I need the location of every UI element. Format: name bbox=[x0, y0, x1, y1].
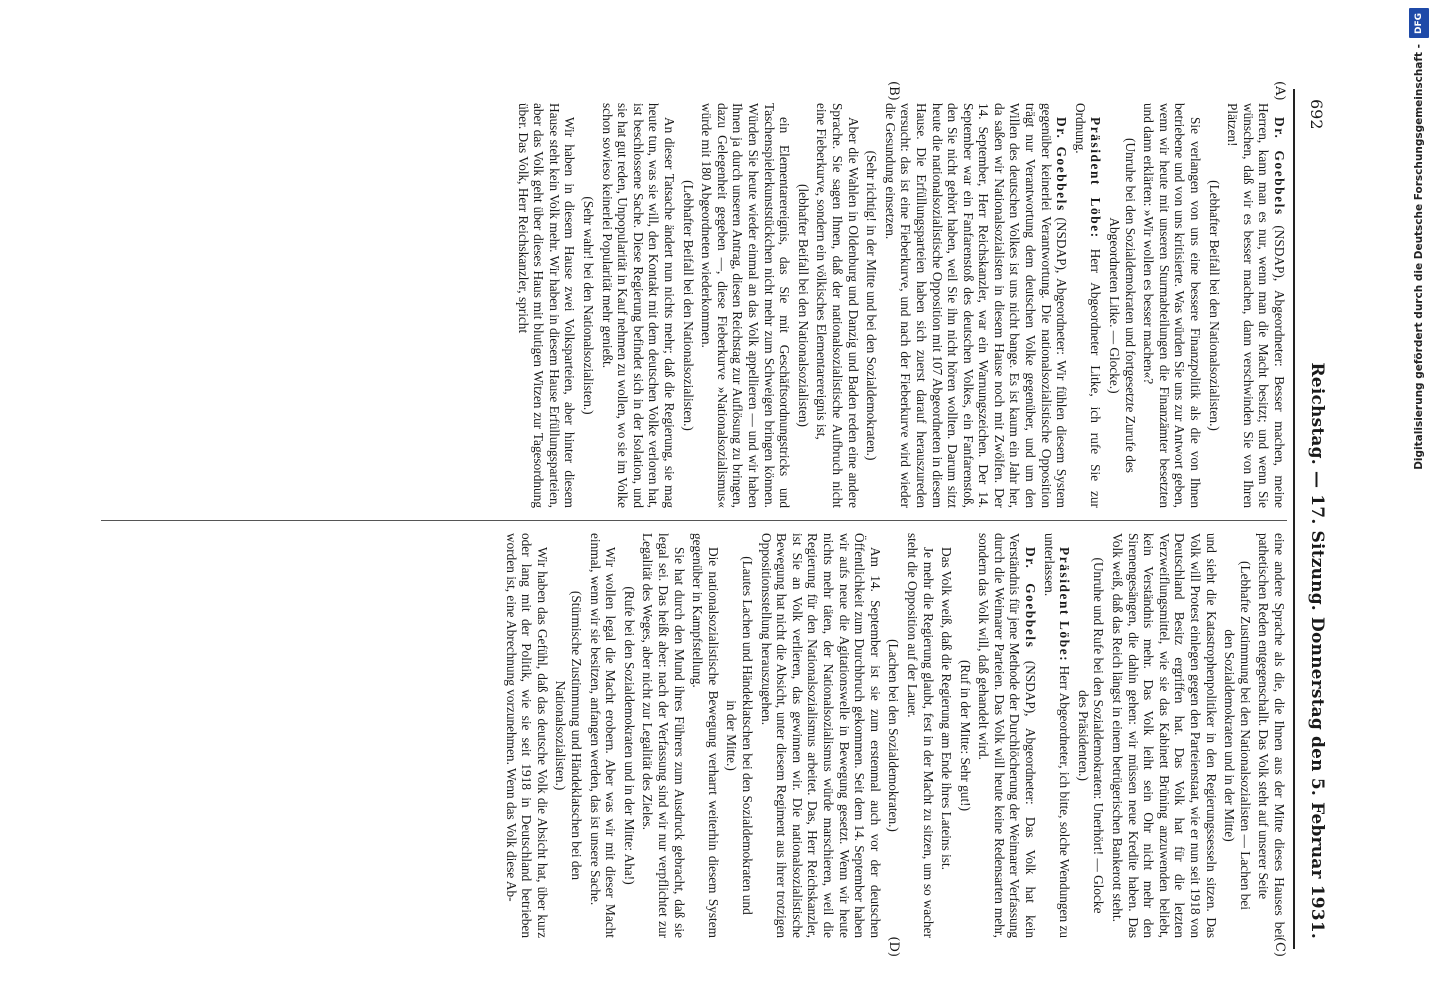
text-paragraph: Das Volk weiß, daß die Regierung am Ende ihres Lateins ist. bbox=[939, 547, 955, 871]
margin-mark-c: (C) bbox=[1272, 936, 1287, 957]
side-note-text: Digitalisierung gefördert durch die Deutsche Forschungsgemeinschaft - bbox=[1413, 44, 1425, 470]
interjection: (Sehr richtig! in der Mitte und bei den Sozialdemokraten.) bbox=[864, 150, 880, 461]
speech-text: (NSDAP), Abgeordneter: Das Volk hat kein Verständnis für jene Methode der Durchlöcherung der Weimarer Verfassung durch die Weimarer Parteien. Das Volk will heute keine Redensarten mehr, sondern das Volk will, daß gehandelt wird. bbox=[976, 533, 1039, 938]
margin-mark-a: (A) bbox=[1272, 81, 1287, 101]
speech-paragraph bbox=[882, 103, 1069, 508]
speech-paragraph bbox=[1041, 533, 1072, 938]
interjection: (Lachen bei den Sozialdemokraten.) bbox=[886, 639, 902, 832]
text-paragraph: Wir haben das Gefühl, daß das deutsche Volk die Absicht hat, über kurz oder lang mit der Politik, wie sie seit 1918 in Deutschland betrieben worden ist, eine Abrechnung vorzunehmen. Wenn das Volk diese Ab- bbox=[503, 533, 550, 938]
text-paragraph: und sieht die Katastrophenpolitiker in den Regierungssesseln sitzen. Das Volk will Protest einlegen gegen den Parteienstaat, wie er nun seit 1918 von Deutschland Besitz ergriffen hat. Das Volk hat für die letzten Verzweiflungsmittel, wie sie das Kabinett Brüning anzuwenden beliebt, kein Verständnis mehr. Das Volk leiht sein Ohr nicht mehr den Sirenengesängen, die dahin gehen: wir müssen neue Kredite haben. Das Volk weiß, daß das Reich längst in einem betrügerischen Bankerott steht. bbox=[1110, 533, 1219, 938]
speaker-name: Dr. Goebbels bbox=[1272, 117, 1287, 216]
text-paragraph: Sie verlangen von uns eine bessere Finanzpolitik als die von Ihnen betriebene und von uns kritisierte. Was würden Sie uns zur Antwort geben, wenn wir heute mit unseren Sturmabteilungen die Finanzämter besetzten und dann erklärten: »Wir wollen es besser machen«? bbox=[1141, 103, 1204, 508]
column-divider bbox=[101, 520, 1287, 521]
right-text-column bbox=[101, 533, 1287, 938]
text-paragraph: Die nationalsozialistische Bewegung verharrt weiterhin diesem System gegenüber in Kampfstellung. bbox=[690, 533, 721, 938]
speech-paragraph bbox=[1225, 103, 1287, 508]
interjection: (Lautes Lachen und Händeklatschen bei den Sozialdemokraten und in der Mitte.) bbox=[724, 556, 755, 915]
text-paragraph: ein Elementarereignis, das Sie mit Geschäftsordnungstricks und Taschenspielerkunststückchen nicht mehr zum Schweigen bringen können. Würden Sie heute wieder einmal an das Volk appellieren — und wir haben Ihnen ja durch unseren Antrag, diesen Reichstag zur Auflösung zu bringen, dazu Gelegenheit gegeben —, diese Fieberkurve »Nationalsozialismus« würde mit 180 Abgeordneten wiederkommen. bbox=[699, 103, 793, 508]
rotated-page bbox=[101, 81, 1331, 957]
side-note bbox=[1405, 8, 1433, 993]
interjection: (Rufe bei den Sozialdemokraten und in der Mitte: Aha!) bbox=[621, 586, 637, 885]
page-header bbox=[1303, 99, 1331, 939]
speaker-name: Präsident Löbe: bbox=[1057, 547, 1073, 663]
margin-mark-d: (D) bbox=[886, 936, 901, 957]
speech-text: (NSDAP), Abgeordneter: Besser machen, meine Herren, kann man es nur, wenn man die Macht besitzt; und wenn Sie wünschen, daß wir es besser machen, dann verschwinden Sie von Ihren Plätzen! bbox=[1225, 103, 1287, 508]
text-paragraph: eine andere Sprache als die, die Ihnen aus der Mitte dieses Hauses bei pathetischen Reden entgegenschallt. Das Volk steht auf unserer Seite bbox=[1256, 533, 1287, 938]
speech-paragraph bbox=[1072, 103, 1103, 508]
text-paragraph: Sie hat durch den Mund ihres Führers zum Ausdruck gebracht, daß sie legal sei. Das heißt aber: nach der Verfassung sind wir nur verpflichtet zur Legalität des Weges, aber nicht zur Legalität des Zieles. bbox=[640, 533, 687, 938]
interjection: (Unruhe bei den Sozialdemokraten und fortgesetzte Zurufe des Abgeordneten Litke. — Glocke.) bbox=[1107, 138, 1138, 473]
text-paragraph: Wir haben in diesem Hause zwei Volksparteien, aber hinter diesem Hause steht kein Volk mehr. Wir haben in diesem Hause Erfüllungsparteien, aber das Volk geht über dieses Haus mit blutigen Witzen zur Tagesordnung über. Das Volk, Herr Reichskanzler, spricht bbox=[515, 103, 578, 508]
text-paragraph: Wir wollen legal die Macht erobern. Aber was wir mit dieser Macht einmal, wenn wir sie besitzen, anfangen werden, das ist unsere Sache. bbox=[587, 533, 619, 938]
margin-mark-b: (B) bbox=[886, 81, 901, 101]
interjection: (Unruhe und Rufe bei den Sozialdemokraten: Unerhört! — Glocke des Präsidenten.) bbox=[1075, 557, 1107, 914]
speaker-name: Präsident Löbe: bbox=[1088, 117, 1104, 239]
speech-text: (NSDAP), Abgeordneter: Wir fühlen diesem System gegenüber keinerlei Verantwortung. Die nationalsozialistische Opposition trägt nur Verantwortung dem deutschen Volke gegenüber, und um den Willen des deutschen Volkes ist uns nicht bange. Es ist kaum ein Jahr her, da saßen wir Nationalsozialisten in diesem Hause noch mit Zwölfen. Der 14. September, Herr Reichskanzler, war ein Warnungszeichen. Der 14. September war ein Fanfarenstoß des deutschen Volkes, ein Fanfarenstoß, den Sie nicht gehört haben, weil Sie ihn nicht hören wollten. Darum sitzt heute die nationalsozialistische Opposition mit 107 Abgeordneten in diesem Hause. Die Erfüllungsparteien haben sich zuerst darauf herauszureden versucht: das ist eine Fieberkurve, und nach der Fieberkurve wird wieder die Gesundung einsetzen. bbox=[882, 103, 1070, 508]
interjection: (Stürmische Zustimmung und Händeklatschen bei den Nationalsozialisten.) bbox=[553, 590, 585, 881]
header-rule bbox=[1293, 89, 1295, 949]
text-paragraph: Je mehr die Regierung glaubt, fest in der Macht zu sitzen, um so wacher steht die Opposition auf der Lauer. bbox=[904, 533, 936, 938]
speaker-name: Dr. Goebbels bbox=[1054, 117, 1070, 212]
text-paragraph: An dieser Tatsache ändert nun nichts mehr; daß die Regierung, sie mag heute tun, was sie will, den Kontakt mit dem deutschen Volke verloren hat, ist beschlossene Sache. Diese Regierung befindet sich in der Isolation, und sie hat gut reden, Unpopularität in Kauf nehmen zu wollen, wo sie im Volke schon sowieso keinerlei Popularität mehr genießt. bbox=[599, 103, 678, 508]
text-paragraph: Am 14. September ist sie zum erstenmal auch vor der deutschen Öffentlichkeit zum Durchbruch gekommen. Seit dem 14. September haben wir aufs neue die Agitationswelle in Bewegung gesetzt. Wenn wir heute nichts mehr täten, der Nationalsozialismus würde marschieren, weil die Regierung für den Nationalsozialismus arbeitet. Das, Herr Reichskanzler, ist Sie an Volk verlieren, das gewinnen wir. Die nationalsozialistische Bewegung hat nicht die Absicht, unter diesem Regiment aus ihrer trotzigen Oppositionsstellung herauszugehen. bbox=[758, 533, 883, 938]
speech-text: Herr Abgeordneter, ich bitte, solche Wendungen zu unterlassen. bbox=[1041, 533, 1073, 938]
speech-paragraph bbox=[976, 533, 1038, 938]
interjection: (lebhafter Beifall bei den Nationalsozialisten) bbox=[795, 184, 811, 427]
dfg-logo: DFG bbox=[1409, 8, 1429, 38]
text-paragraph: Aber die Wahlen in Oldenburg und Danzig und Baden reden eine andere Sprache. Sie sagen Ihnen, daß der nationalsozialistische Aufbruch nicht eine Fieberkurve, sondern ein völkisches Elementarereignis ist, bbox=[814, 103, 861, 508]
speaker-name: Dr. Goebbels bbox=[1023, 547, 1039, 649]
page-number: 692 bbox=[1307, 99, 1327, 130]
speech-text: Herr Abgeordneter Litke, ich rufe Sie zur Ordnung. bbox=[1072, 103, 1104, 508]
left-text-column bbox=[101, 103, 1287, 508]
interjection: (Lebhafter Beifall bei den Nationalsozialisten.) bbox=[1206, 180, 1222, 431]
interjection: (Lebhafte Zustimmung bei den Nationalsozialisten — Lachen bei den Sozialdemokraten und in der Mitte) bbox=[1222, 561, 1253, 910]
page-title: Reichstag. — 17. Sitzung. Donnerstag den 5. Februar 1931. bbox=[1307, 362, 1327, 939]
interjection: (Lebhafter Beifall bei den Nationalsozialisten.) bbox=[680, 180, 696, 431]
interjection: (Sehr wahr! bei den Nationalsozialisten.) bbox=[581, 196, 597, 415]
interjection: (Ruf in der Mitte: Sehr gut!) bbox=[957, 659, 973, 812]
